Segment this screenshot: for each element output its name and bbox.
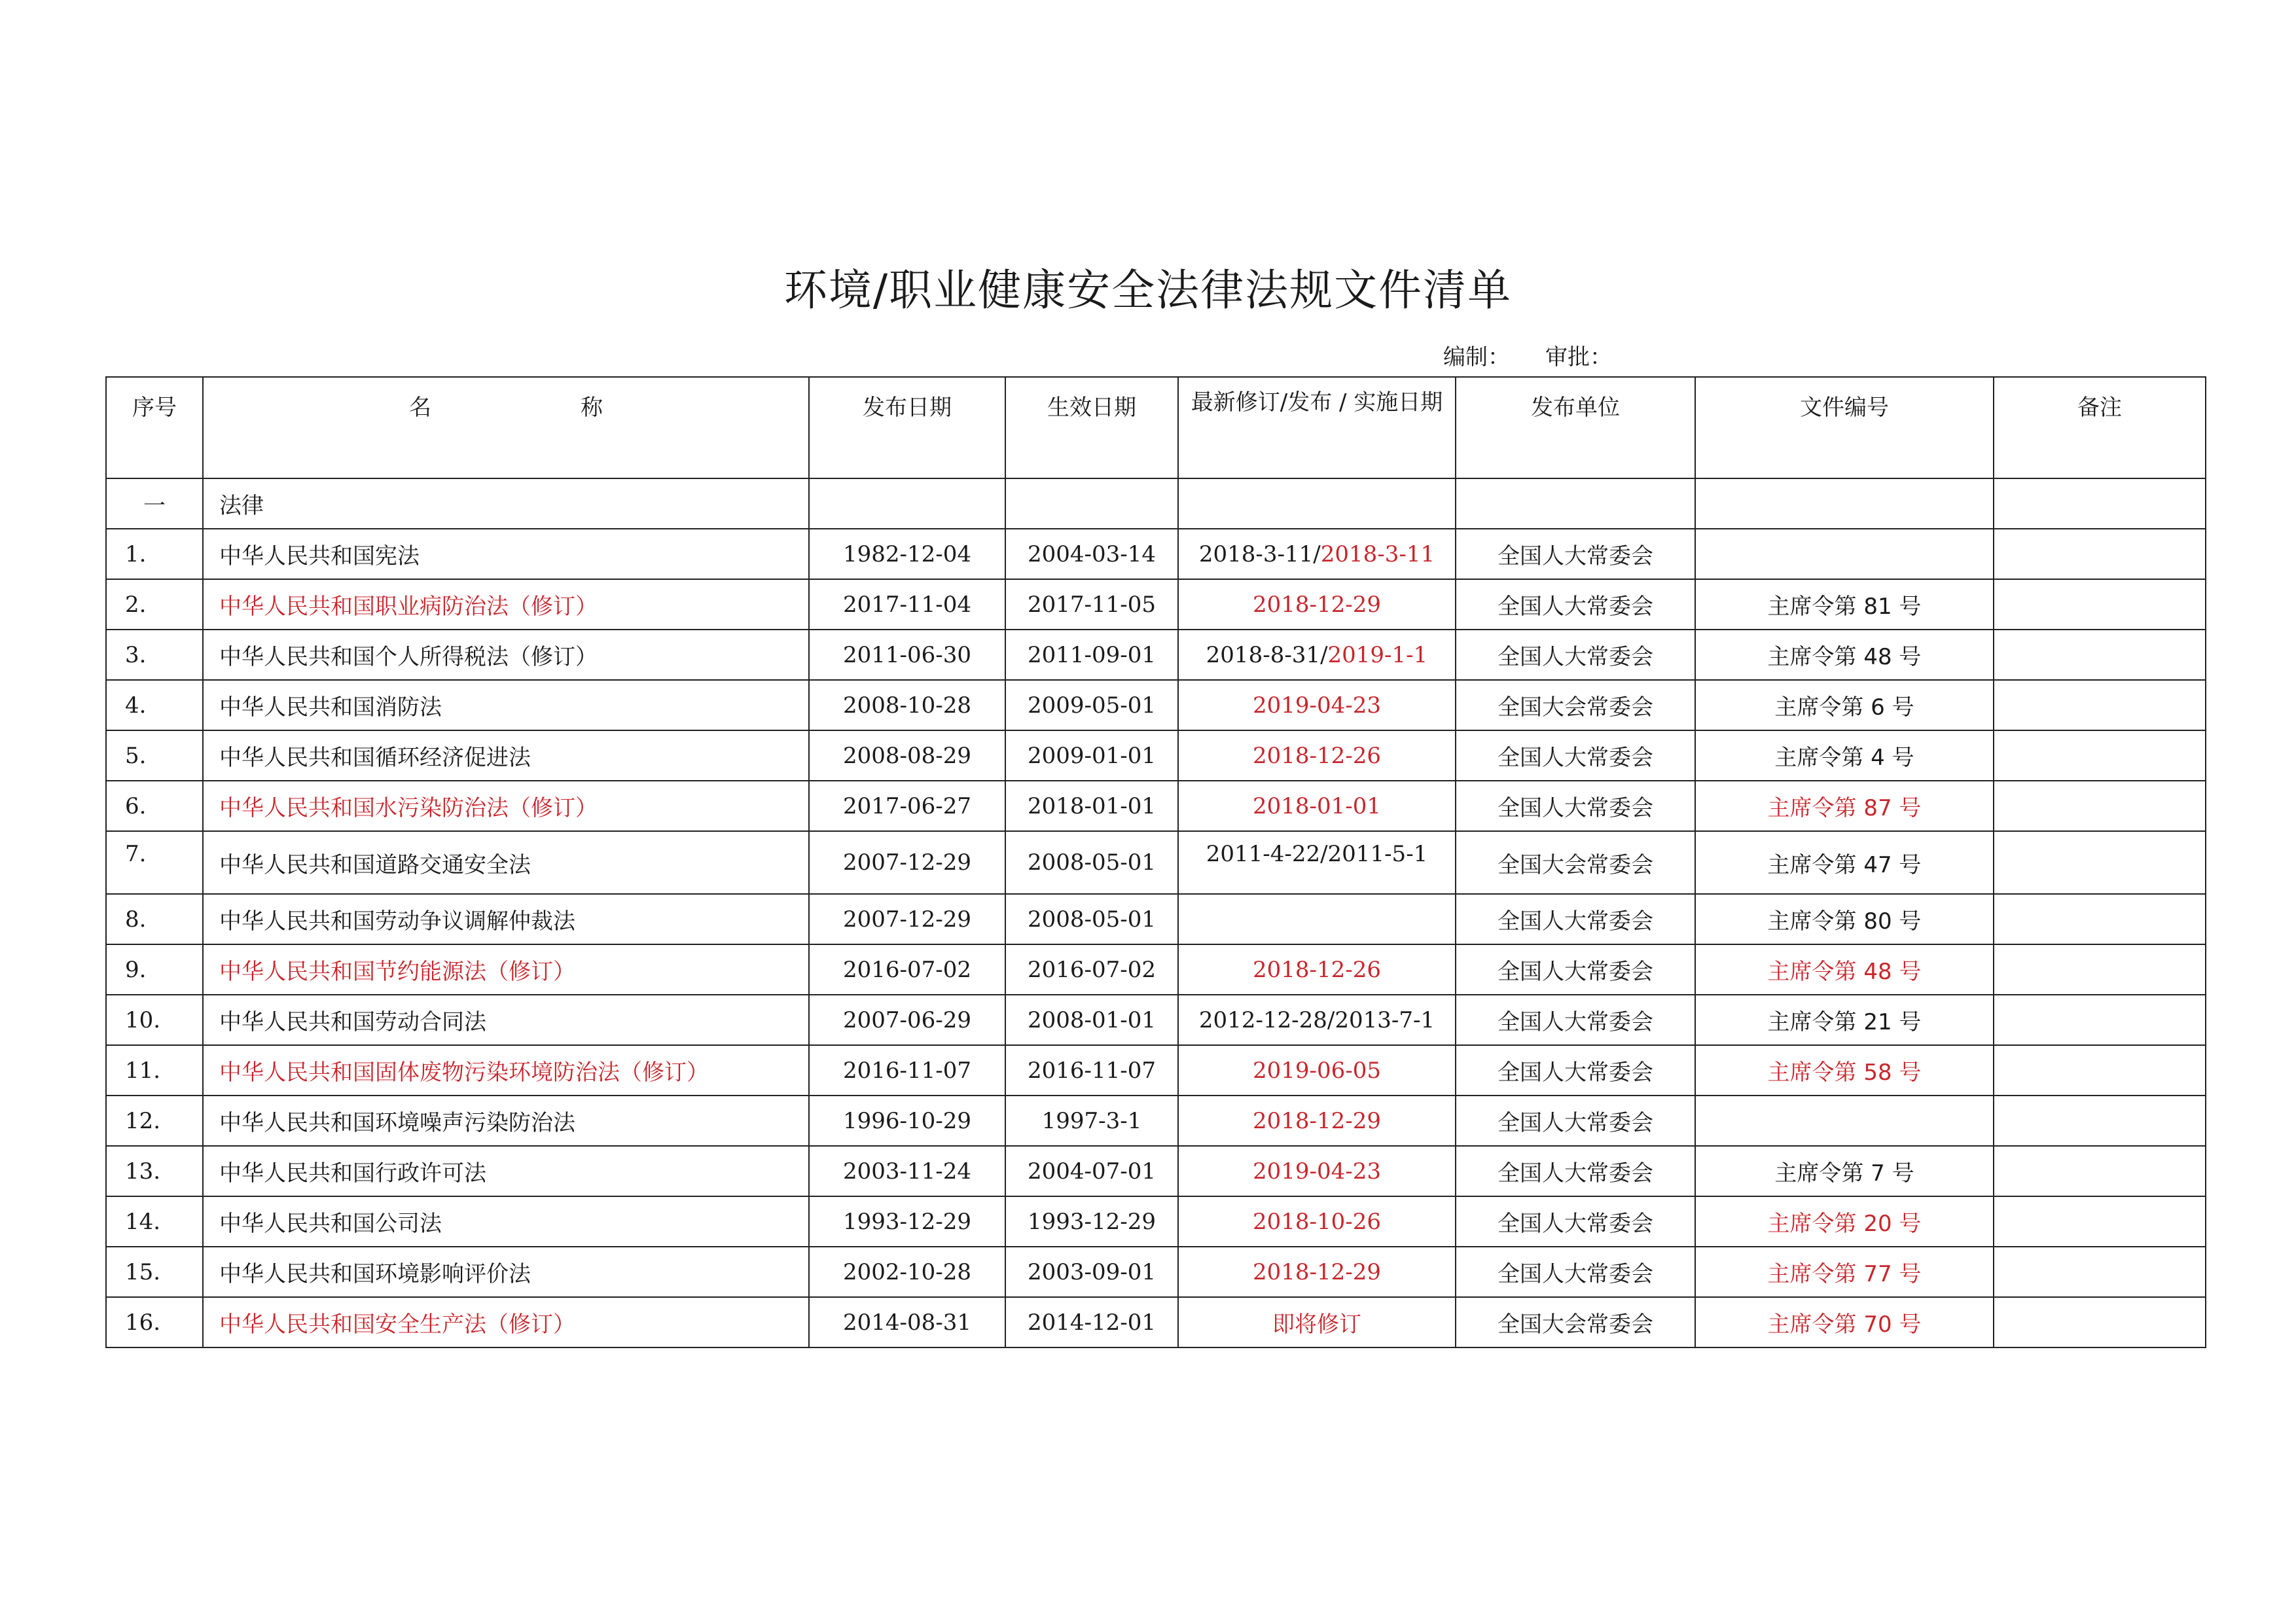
row-index: 3. [106,630,203,680]
row-publish-date: 2016-07-02 [809,944,1005,995]
row-issuer: 全国人大常委会 [1456,529,1695,579]
row-latest-date [1178,730,1456,781]
table-row [106,1247,2206,1297]
row-effective-date: 2008-05-01 [1005,831,1178,894]
latest-date-part-a: 2018-3-11/ [1198,541,1321,567]
row-issuer: 全国大会常委会 [1456,831,1695,894]
header-issuer: 发布单位 [1456,377,1695,478]
latest-date-part-a: 2012-12-28/2013-7-1 [1198,1007,1435,1033]
row-remark [1994,529,2206,579]
empty-cell [1695,478,1994,529]
header-remark: 备注 [1994,377,2206,478]
row-index: 14. [106,1196,203,1247]
header-publish-date: 发布日期 [809,377,1005,478]
row-name: 中华人民共和国职业病防治法（修订） [203,579,809,630]
latest-date-part-b: 2018-10-26 [1252,1208,1382,1235]
row-name: 中华人民共和国公司法 [203,1196,809,1247]
row-remark [1994,630,2206,680]
row-latest-date [1178,1297,1456,1347]
row-remark [1994,1096,2206,1146]
row-name: 中华人民共和国劳动争议调解仲裁法 [203,894,809,944]
table-row [106,1297,2206,1347]
row-latest-date [1178,529,1456,579]
row-issuer: 全国人大常委会 [1456,579,1695,630]
document-title: 环境/职业健康安全法律法规文件清单 [783,265,1513,315]
latest-date-part-a: 2018-8-31/ [1206,641,1328,668]
table-row [106,730,2206,781]
row-index: 8. [106,894,203,944]
header-index: 序号 [106,377,203,478]
row-remark [1994,894,2206,944]
row-index: 9. [106,944,203,995]
row-effective-date: 2017-11-05 [1005,579,1178,630]
row-doc-no: 主席令第 48 号 [1695,630,1994,680]
row-publish-date: 2017-06-27 [809,781,1005,831]
table-row [106,894,2206,944]
row-publish-date: 1982-12-04 [809,529,1005,579]
header-name-b: 称 [581,395,603,421]
table-row [106,1096,2206,1146]
table-row [106,995,2206,1045]
latest-date-part-b: 2018-12-29 [1252,591,1382,618]
row-index: 2. [106,579,203,630]
approved-label: 审批： [1545,344,1612,370]
row-doc-no: 主席令第 80 号 [1695,894,1994,944]
row-remark [1994,831,2206,894]
row-doc-no: 主席令第 6 号 [1695,680,1994,730]
row-publish-date: 2007-12-29 [809,831,1005,894]
row-name: 中华人民共和国消防法 [203,680,809,730]
header-name-a: 名 [409,395,431,421]
row-index: 16. [106,1297,203,1347]
row-publish-date: 1996-10-29 [809,1096,1005,1146]
row-latest-date [1178,579,1456,630]
row-remark [1994,1297,2206,1347]
row-issuer: 全国人大常委会 [1456,944,1695,995]
row-remark [1994,730,2206,781]
table-row [106,529,2206,579]
row-doc-no: 主席令第 70 号 [1695,1297,1994,1347]
row-doc-no: 主席令第 47 号 [1695,831,1994,894]
row-remark [1994,781,2206,831]
empty-cell [1994,478,2206,529]
row-latest-date [1178,781,1456,831]
row-name: 中华人民共和国固体废物污染环境防治法（修订） [203,1045,809,1096]
row-doc-no: 主席令第 20 号 [1695,1196,1994,1247]
table-row [106,781,2206,831]
row-latest-date [1178,995,1456,1045]
latest-date-part-b: 2018-12-26 [1252,742,1382,769]
header-effective-date: 生效日期 [1005,377,1178,478]
row-publish-date: 2002-10-28 [809,1247,1005,1297]
row-effective-date: 2004-07-01 [1005,1146,1178,1196]
row-publish-date: 2007-12-29 [809,894,1005,944]
empty-cell [1178,478,1456,529]
latest-date-part-b: 2019-04-23 [1252,1158,1382,1185]
row-doc-no [1695,529,1994,579]
latest-date-part-b: 2018-12-29 [1252,1107,1382,1134]
row-effective-date: 2014-12-01 [1005,1297,1178,1347]
row-effective-date: 2018-01-01 [1005,781,1178,831]
row-issuer: 全国人大常委会 [1456,730,1695,781]
latest-date-part-b: 2019-04-23 [1252,692,1382,719]
row-remark [1994,944,2206,995]
row-issuer: 全国人大常委会 [1456,1146,1695,1196]
table-row [106,944,2206,995]
compiled-label: 编制： [1443,344,1510,370]
row-name: 中华人民共和国循环经济促进法 [203,730,809,781]
section-name: 法律 [203,478,809,529]
header-latest-date: 最新修订/发布 / 实施日期 [1178,377,1456,478]
table-row [106,680,2206,730]
row-latest-date [1178,831,1456,894]
row-publish-date: 2008-10-28 [809,680,1005,730]
row-effective-date: 2009-01-01 [1005,730,1178,781]
header-doc-no: 文件编号 [1695,377,1994,478]
row-latest-date [1178,1096,1456,1146]
row-doc-no [1695,1096,1994,1146]
row-name: 中华人民共和国劳动合同法 [203,995,809,1045]
table-row [106,579,2206,630]
row-issuer: 全国人大常委会 [1456,1045,1695,1096]
row-publish-date: 2007-06-29 [809,995,1005,1045]
row-index: 13. [106,1146,203,1196]
row-doc-no: 主席令第 7 号 [1695,1146,1994,1196]
row-publish-date: 2017-11-04 [809,579,1005,630]
latest-date-part-b: 2019-1-1 [1327,641,1428,668]
row-name: 中华人民共和国安全生产法（修订） [203,1297,809,1347]
row-effective-date: 2016-07-02 [1005,944,1178,995]
row-effective-date: 1997-3-1 [1005,1096,1178,1146]
latest-date-part-b: 2018-12-26 [1252,956,1382,983]
table-row [106,1045,2206,1096]
row-remark [1994,579,2206,630]
row-latest-date [1178,944,1456,995]
latest-date-part-b: 2018-01-01 [1252,793,1382,819]
row-remark [1994,1196,2206,1247]
row-effective-date: 1993-12-29 [1005,1196,1178,1247]
header-name [203,377,809,478]
table-row [106,831,2206,894]
row-issuer: 全国大会常委会 [1456,680,1695,730]
row-issuer: 全国大会常委会 [1456,1297,1695,1347]
row-name: 中华人民共和国节约能源法（修订） [203,944,809,995]
row-latest-date [1178,680,1456,730]
row-latest-date [1178,1196,1456,1247]
latest-date-part-a: 2011-4-22/2011-5-1 [1206,841,1428,867]
row-index: 12. [106,1096,203,1146]
row-publish-date: 2016-11-07 [809,1045,1005,1096]
row-name: 中华人民共和国环境噪声污染防治法 [203,1096,809,1146]
row-name: 中华人民共和国个人所得税法（修订） [203,630,809,680]
row-remark [1994,995,2206,1045]
row-doc-no: 主席令第 87 号 [1695,781,1994,831]
row-publish-date: 2014-08-31 [809,1297,1005,1347]
row-publish-date: 2008-08-29 [809,730,1005,781]
sign-line [1443,339,1647,371]
row-latest-date [1178,894,1456,944]
row-remark [1994,1146,2206,1196]
row-publish-date: 2003-11-24 [809,1146,1005,1196]
table-row [106,1146,2206,1196]
row-index: 6. [106,781,203,831]
row-effective-date: 2004-03-14 [1005,529,1178,579]
row-issuer: 全国人大常委会 [1456,894,1695,944]
row-effective-date: 2008-05-01 [1005,894,1178,944]
row-doc-no: 主席令第 21 号 [1695,995,1994,1045]
row-remark [1994,680,2206,730]
latest-date-part-b: 即将修订 [1272,1311,1361,1338]
empty-cell [809,478,1005,529]
latest-date-part-b: 2018-12-29 [1252,1258,1382,1285]
row-issuer: 全国人大常委会 [1456,630,1695,680]
row-effective-date: 2008-01-01 [1005,995,1178,1045]
section-index: 一 [106,478,203,529]
table-row [106,630,2206,680]
latest-date-part-b: 2018-3-11 [1320,541,1435,567]
row-name: 中华人民共和国道路交通安全法 [203,831,809,894]
row-index: 11. [106,1045,203,1096]
row-latest-date [1178,1045,1456,1096]
row-index: 1. [106,529,203,579]
row-doc-no: 主席令第 48 号 [1695,944,1994,995]
row-effective-date: 2011-09-01 [1005,630,1178,680]
row-name: 中华人民共和国宪法 [203,529,809,579]
row-publish-date: 1993-12-29 [809,1196,1005,1247]
table-row [106,1196,2206,1247]
row-doc-no: 主席令第 4 号 [1695,730,1994,781]
row-issuer: 全国人大常委会 [1456,1247,1695,1297]
empty-cell [1456,478,1695,529]
empty-cell [1005,478,1178,529]
row-index: 10. [106,995,203,1045]
section-row [106,478,2206,529]
row-issuer: 全国人大常委会 [1456,1196,1695,1247]
row-doc-no: 主席令第 58 号 [1695,1045,1994,1096]
row-effective-date: 2016-11-07 [1005,1045,1178,1096]
table-header-row [106,377,2206,478]
row-issuer: 全国人大常委会 [1456,995,1695,1045]
row-remark [1994,1247,2206,1297]
row-doc-no: 主席令第 77 号 [1695,1247,1994,1297]
row-remark [1994,1045,2206,1096]
row-name: 中华人民共和国环境影响评价法 [203,1247,809,1297]
row-name: 中华人民共和国行政许可法 [203,1146,809,1196]
row-index: 4. [106,680,203,730]
row-effective-date: 2009-05-01 [1005,680,1178,730]
row-latest-date [1178,1247,1456,1297]
law-list-table [105,376,2206,1348]
row-latest-date [1178,1146,1456,1196]
row-index: 7. [106,831,203,894]
row-publish-date: 2011-06-30 [809,630,1005,680]
row-latest-date [1178,630,1456,680]
row-doc-no: 主席令第 81 号 [1695,579,1994,630]
row-name: 中华人民共和国水污染防治法（修订） [203,781,809,831]
row-effective-date: 2003-09-01 [1005,1247,1178,1297]
row-issuer: 全国人大常委会 [1456,781,1695,831]
row-issuer: 全国人大常委会 [1456,1096,1695,1146]
row-index: 5. [106,730,203,781]
row-index: 15. [106,1247,203,1297]
latest-date-part-b: 2019-06-05 [1252,1057,1382,1084]
